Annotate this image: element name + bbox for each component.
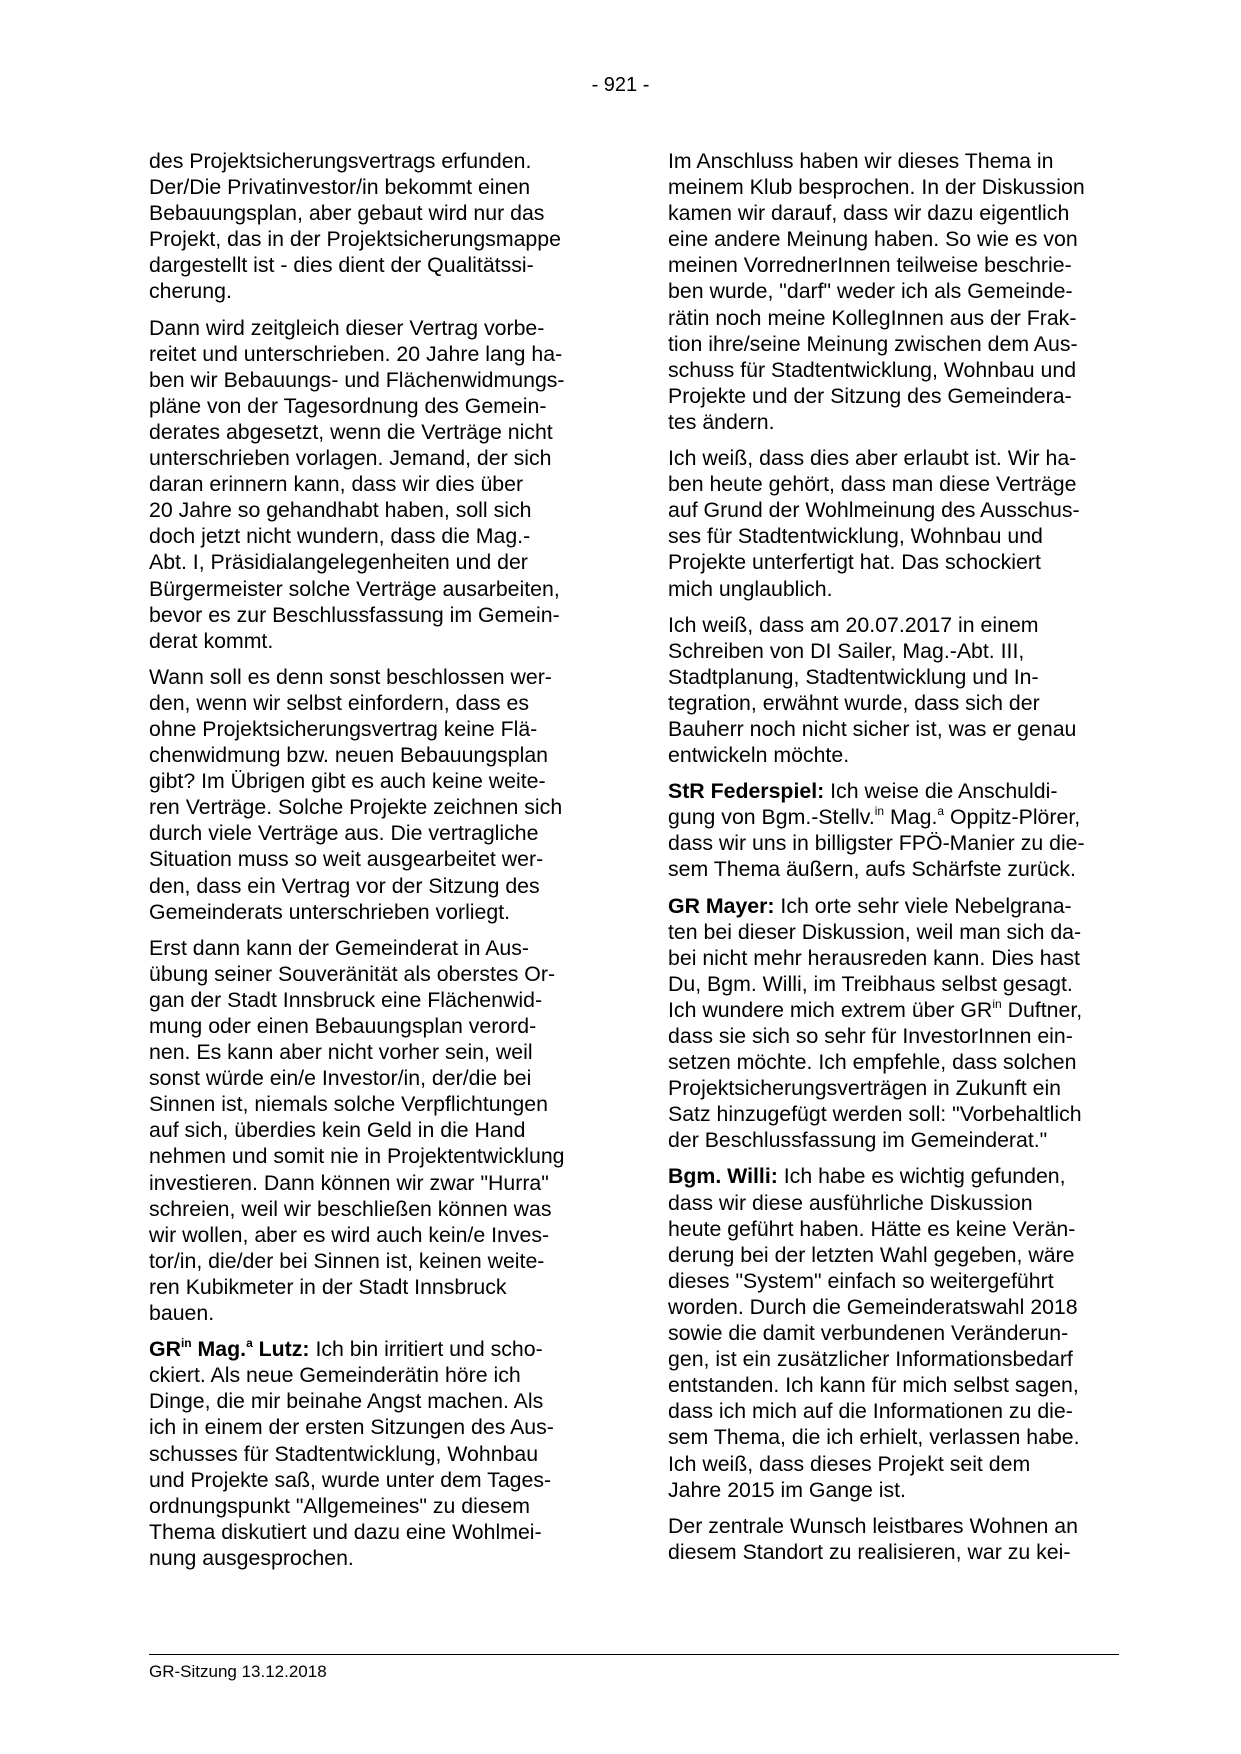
text-line: Der/Die Privatinvestor/in bekommt einen: [149, 175, 531, 200]
text-line: schreien, weil wir beschließen können was: [149, 1196, 552, 1221]
text-line: dass sie sich so sehr für InvestorInnen ein-: [668, 1024, 1073, 1048]
text-line: schusses für Stadtentwicklung, Wohnbau: [149, 1441, 539, 1466]
speaker-name: StR Federspiel:: [668, 779, 825, 804]
text-line: entwickeln möchte.: [668, 743, 850, 768]
text-line: kamen wir darauf, dass wir dazu eigentlich: [668, 201, 1070, 226]
text-fragment: Ich bin irritiert und scho-: [309, 1337, 543, 1362]
text-line: tor/in, die/der bei Sinnen ist, keinen weite-: [149, 1248, 545, 1273]
text-line: Projekte unterfertigt hat. Das schockiert: [668, 550, 1041, 575]
text-line: bauen.: [149, 1301, 215, 1326]
text-line: pläne von der Tagesordnung des Gemein-: [149, 393, 547, 418]
paragraph: [668, 612, 1120, 769]
text-line: ohne Projektsicherungsvertrag keine Flä-: [149, 716, 538, 741]
text-line: daran erinnern kann, dass wir dies über: [149, 472, 524, 497]
text-line: heute geführt haben. Hätte es keine Verän-: [668, 1216, 1076, 1241]
text-fragment: Ich orte sehr viele Nebelgrana-: [774, 893, 1072, 918]
paragraph: [149, 315, 604, 654]
text-line: sem Thema äußern, aufs Schärfste zurück.: [668, 857, 1076, 882]
text-line: bevor es zur Beschlussfassung im Gemein-: [149, 602, 560, 627]
text-line: Abt. I, Präsidialangelegenheiten und der: [149, 550, 528, 575]
text-line: Thema diskutiert und dazu eine Wohlmei-: [149, 1519, 542, 1544]
text-line: auf sich, überdies kein Geld in die Hand: [149, 1118, 526, 1143]
text-line: ckiert. Als neue Gemeinderätin höre ich: [149, 1363, 521, 1388]
text-line: Projektsicherungsverträgen in Zukunft ein: [668, 1076, 1062, 1101]
speaker-name: Bgm. Willi:: [668, 1164, 778, 1189]
speaker-name: [149, 1337, 310, 1361]
text-line: gibt? Im Übrigen gibt es auch keine weite-: [149, 769, 546, 794]
speaker-name: GR Mayer:: [668, 893, 775, 918]
text-line: Sinnen ist, niemals solche Verpflichtungen: [149, 1092, 548, 1117]
speaker-title: GR: [149, 1337, 181, 1362]
text-line: dass wir uns in billigster FPÖ-Manier zu die-: [668, 831, 1085, 856]
text-line: unterschrieben vorlagen. Jemand, der sich: [149, 446, 552, 471]
text-line: Gemeinderats unterschrieben vorliegt.: [149, 899, 511, 924]
page-number: - 921 -: [591, 74, 650, 96]
text-line: tion ihre/seine Meinung zwischen dem Aus-: [668, 331, 1078, 356]
paragraph: [149, 148, 604, 305]
text-fragment: Ich weise die Anschuldi-: [824, 779, 1058, 804]
text-line: sowie die damit verbundenen Veränderun-: [668, 1321, 1069, 1346]
text-line: reitet und unterschrieben. 20 Jahre lang ha-: [149, 341, 563, 366]
text-line: gen, ist ein zusätzlicher Informationsbedarf: [668, 1347, 1073, 1372]
text-line: wir wollen, aber es wird auch kein/e Inves-: [149, 1222, 550, 1247]
text-line: und Projekte saß, wurde unter dem Tages-: [149, 1467, 552, 1492]
text-line: dieses "System" einfach so weitergeführt: [668, 1268, 1054, 1293]
text-line: des Projektsicherungsvertrags erfunden.: [149, 149, 532, 173]
text-line: ben wurde, "darf" weder ich als Gemeinde-: [668, 279, 1073, 304]
speaker-surname: Lutz:: [252, 1337, 310, 1362]
text-line: gan der Stadt Innsbruck eine Flächenwid-: [149, 987, 543, 1012]
text-line: diesem Standort zu realisieren, war zu kei-: [668, 1539, 1071, 1564]
text-line: ben heute gehört, dass man diese Verträge: [668, 472, 1077, 497]
text-line: mich unglaublich.: [668, 576, 833, 601]
text-line: [149, 1336, 604, 1362]
text-fragment: Mag.: [884, 805, 938, 830]
text-line: Du, Bgm. Willi, im Treibhaus selbst gesagt.: [668, 971, 1073, 996]
superscript: in: [992, 996, 1002, 1011]
text-line: Jahre 2015 im Gange ist.: [668, 1477, 906, 1502]
text-line: Ich weiß, dass dieses Projekt seit dem: [668, 1451, 1031, 1476]
text-line: ordnungspunkt "Allgemeines" zu diesem: [149, 1493, 530, 1518]
text-line: sonst würde ein/e Investor/in, der/die bei: [149, 1066, 532, 1091]
text-line: Projekt, das in der Projektsicherungsmappe: [149, 227, 561, 252]
speech-paragraph: [668, 1163, 1120, 1502]
text-fragment: Ich habe es wichtig gefunden,: [777, 1164, 1066, 1189]
paragraph: [149, 664, 604, 925]
text-line: entstanden. Ich kann für mich selbst sagen,: [668, 1373, 1079, 1398]
text-line: Projekte und der Sitzung des Gemeindera-: [668, 383, 1072, 408]
speaker-degree: Mag.: [191, 1337, 247, 1362]
text-line: Stadtplanung, Stadtentwicklung und In-: [668, 664, 1039, 689]
text-line: tegration, erwähnt wurde, dass sich der: [668, 690, 1040, 715]
text-line: ren Kubikmeter in der Stadt Innsbruck: [149, 1274, 507, 1299]
text-line: setzen möchte. Ich empfehle, dass solchen: [668, 1050, 1077, 1075]
text-line: dargestellt ist - dies dient der Qualitätssi-: [149, 253, 534, 278]
text-line: der Beschlussfassung im Gemeinderat.": [668, 1128, 1048, 1153]
text-line: Bebauungsplan, aber gebaut wird nur das: [149, 201, 545, 226]
text-line: Im Anschluss haben wir dieses Thema in: [668, 149, 1054, 173]
text-line: ich in einem der ersten Sitzungen des Aus-: [149, 1415, 554, 1440]
superscript: in: [180, 1336, 192, 1351]
paragraph: [149, 935, 604, 1326]
text-line: nung ausgesprochen.: [149, 1545, 354, 1570]
text-line: tes ändern.: [668, 409, 775, 434]
text-line: Bauherr noch nicht sicher ist, was er genau: [668, 716, 1077, 741]
text-line: Dann wird zeitgleich dieser Vertrag vorbe-: [149, 315, 545, 340]
superscript: a: [937, 804, 945, 819]
text-line: meinem Klub besprochen. In der Diskussion: [668, 175, 1085, 200]
text-line: nen. Es kann aber nicht vorher sein, weil: [149, 1040, 533, 1065]
text-line: [668, 804, 1120, 830]
text-line: Ich weiß, dass am 20.07.2017 in einem: [668, 612, 1039, 637]
text-line: Schreiben von DI Sailer, Mag.-Abt. III,: [668, 638, 1025, 663]
text-line: bei nicht mehr herausreden kann. Dies hast: [668, 945, 1080, 970]
text-line: cherung.: [149, 279, 232, 304]
text-line: den, wenn wir selbst einfordern, dass es: [149, 690, 529, 715]
text-line: ten bei dieser Diskussion, weil man sich da-: [668, 919, 1082, 944]
text-fragment: Duftner,: [1001, 997, 1083, 1022]
text-line: Satz hinzugefügt werden soll: "Vorbehaltlich: [668, 1102, 1082, 1127]
text-line: Wann soll es denn sonst beschlossen wer-: [149, 664, 552, 689]
text-line: meinen VorrednerInnen teilweise beschrie-: [668, 253, 1072, 278]
text-line: [668, 893, 1120, 919]
text-line: chenwidmung bzw. neuen Bebauungsplan: [149, 743, 549, 768]
speech-paragraph: [668, 893, 1120, 1154]
superscript: a: [246, 1336, 253, 1351]
text-line: eine andere Meinung haben. So wie es von: [668, 227, 1078, 252]
text-line: Dinge, die mir beinahe Angst machen. Als: [149, 1389, 544, 1414]
text-fragment: Oppitz-Plörer,: [944, 805, 1081, 830]
text-line: übung seiner Souveränität als oberstes Or-: [149, 961, 556, 986]
text-line: [668, 1163, 1120, 1189]
text-line: ben wir Bebauungs- und Flächenwidmungs-: [149, 367, 565, 392]
paragraph: [668, 148, 1120, 435]
text-fragment: Ich wundere mich extrem über GR: [668, 997, 993, 1022]
text-line: [668, 997, 1120, 1023]
text-line: dass ich mich auf die Informationen zu die-: [668, 1399, 1073, 1424]
text-line: rätin noch meine KollegInnen aus der Frak-: [668, 305, 1077, 330]
text-line: Der zentrale Wunsch leistbares Wohnen an: [668, 1513, 1078, 1538]
text-line: auf Grund der Wohlmeinung des Ausschus-: [668, 498, 1080, 523]
left-column: [149, 148, 604, 1581]
text-line: worden. Durch die Gemeinderatswahl 2018: [668, 1294, 1078, 1319]
text-line: Ich weiß, dass dies aber erlaubt ist. Wir ha-: [668, 446, 1077, 471]
text-line: schuss für Stadtentwicklung, Wohnbau und: [668, 357, 1077, 382]
text-line: Bürgermeister solche Verträge ausarbeiten,: [149, 576, 560, 601]
text-line: Erst dann kann der Gemeinderat in Aus-: [149, 935, 530, 960]
text-line: nehmen und somit nie in Projektentwicklung: [149, 1144, 565, 1169]
speech-paragraph: [149, 1336, 604, 1571]
text-line: doch jetzt nicht wundern, dass die Mag.-: [149, 524, 531, 549]
speech-paragraph: [668, 778, 1120, 882]
right-column: [668, 148, 1120, 1575]
text-line: derates abgesetzt, wenn die Verträge nicht: [149, 419, 553, 444]
text-line: derung bei der letzten Wahl gegeben, wäre: [668, 1242, 1075, 1267]
text-line: investieren. Dann können wir zwar "Hurra": [149, 1170, 549, 1195]
paragraph: [668, 1513, 1120, 1565]
text-line: derat kommt.: [149, 628, 274, 653]
text-line: dass wir diese ausführliche Diskussion: [668, 1190, 1033, 1215]
text-line: ren Verträge. Solche Projekte zeichnen sich: [149, 795, 563, 820]
text-line: ses für Stadtentwicklung, Wohnbau und: [668, 524, 1043, 549]
footer-session-date: GR-Sitzung 13.12.2018: [149, 1662, 327, 1681]
text-fragment: gung von Bgm.-Stellv.: [668, 805, 875, 830]
text-line: den, dass ein Vertrag vor der Sitzung des: [149, 873, 540, 898]
text-line: durch viele Verträge aus. Die vertragliche: [149, 821, 539, 846]
superscript: in: [874, 804, 885, 819]
paragraph: [668, 445, 1120, 602]
text-line: mung oder einen Bebauungsplan verord-: [149, 1014, 537, 1038]
text-line: sem Thema, die ich erhielt, verlassen habe.: [668, 1425, 1080, 1450]
text-line: [668, 778, 1120, 804]
text-line: 20 Jahre so gehandhabt haben, soll sich: [149, 498, 532, 523]
text-line: Situation muss so weit ausgearbeitet wer-: [149, 847, 544, 872]
footer-divider: [149, 1654, 1119, 1655]
